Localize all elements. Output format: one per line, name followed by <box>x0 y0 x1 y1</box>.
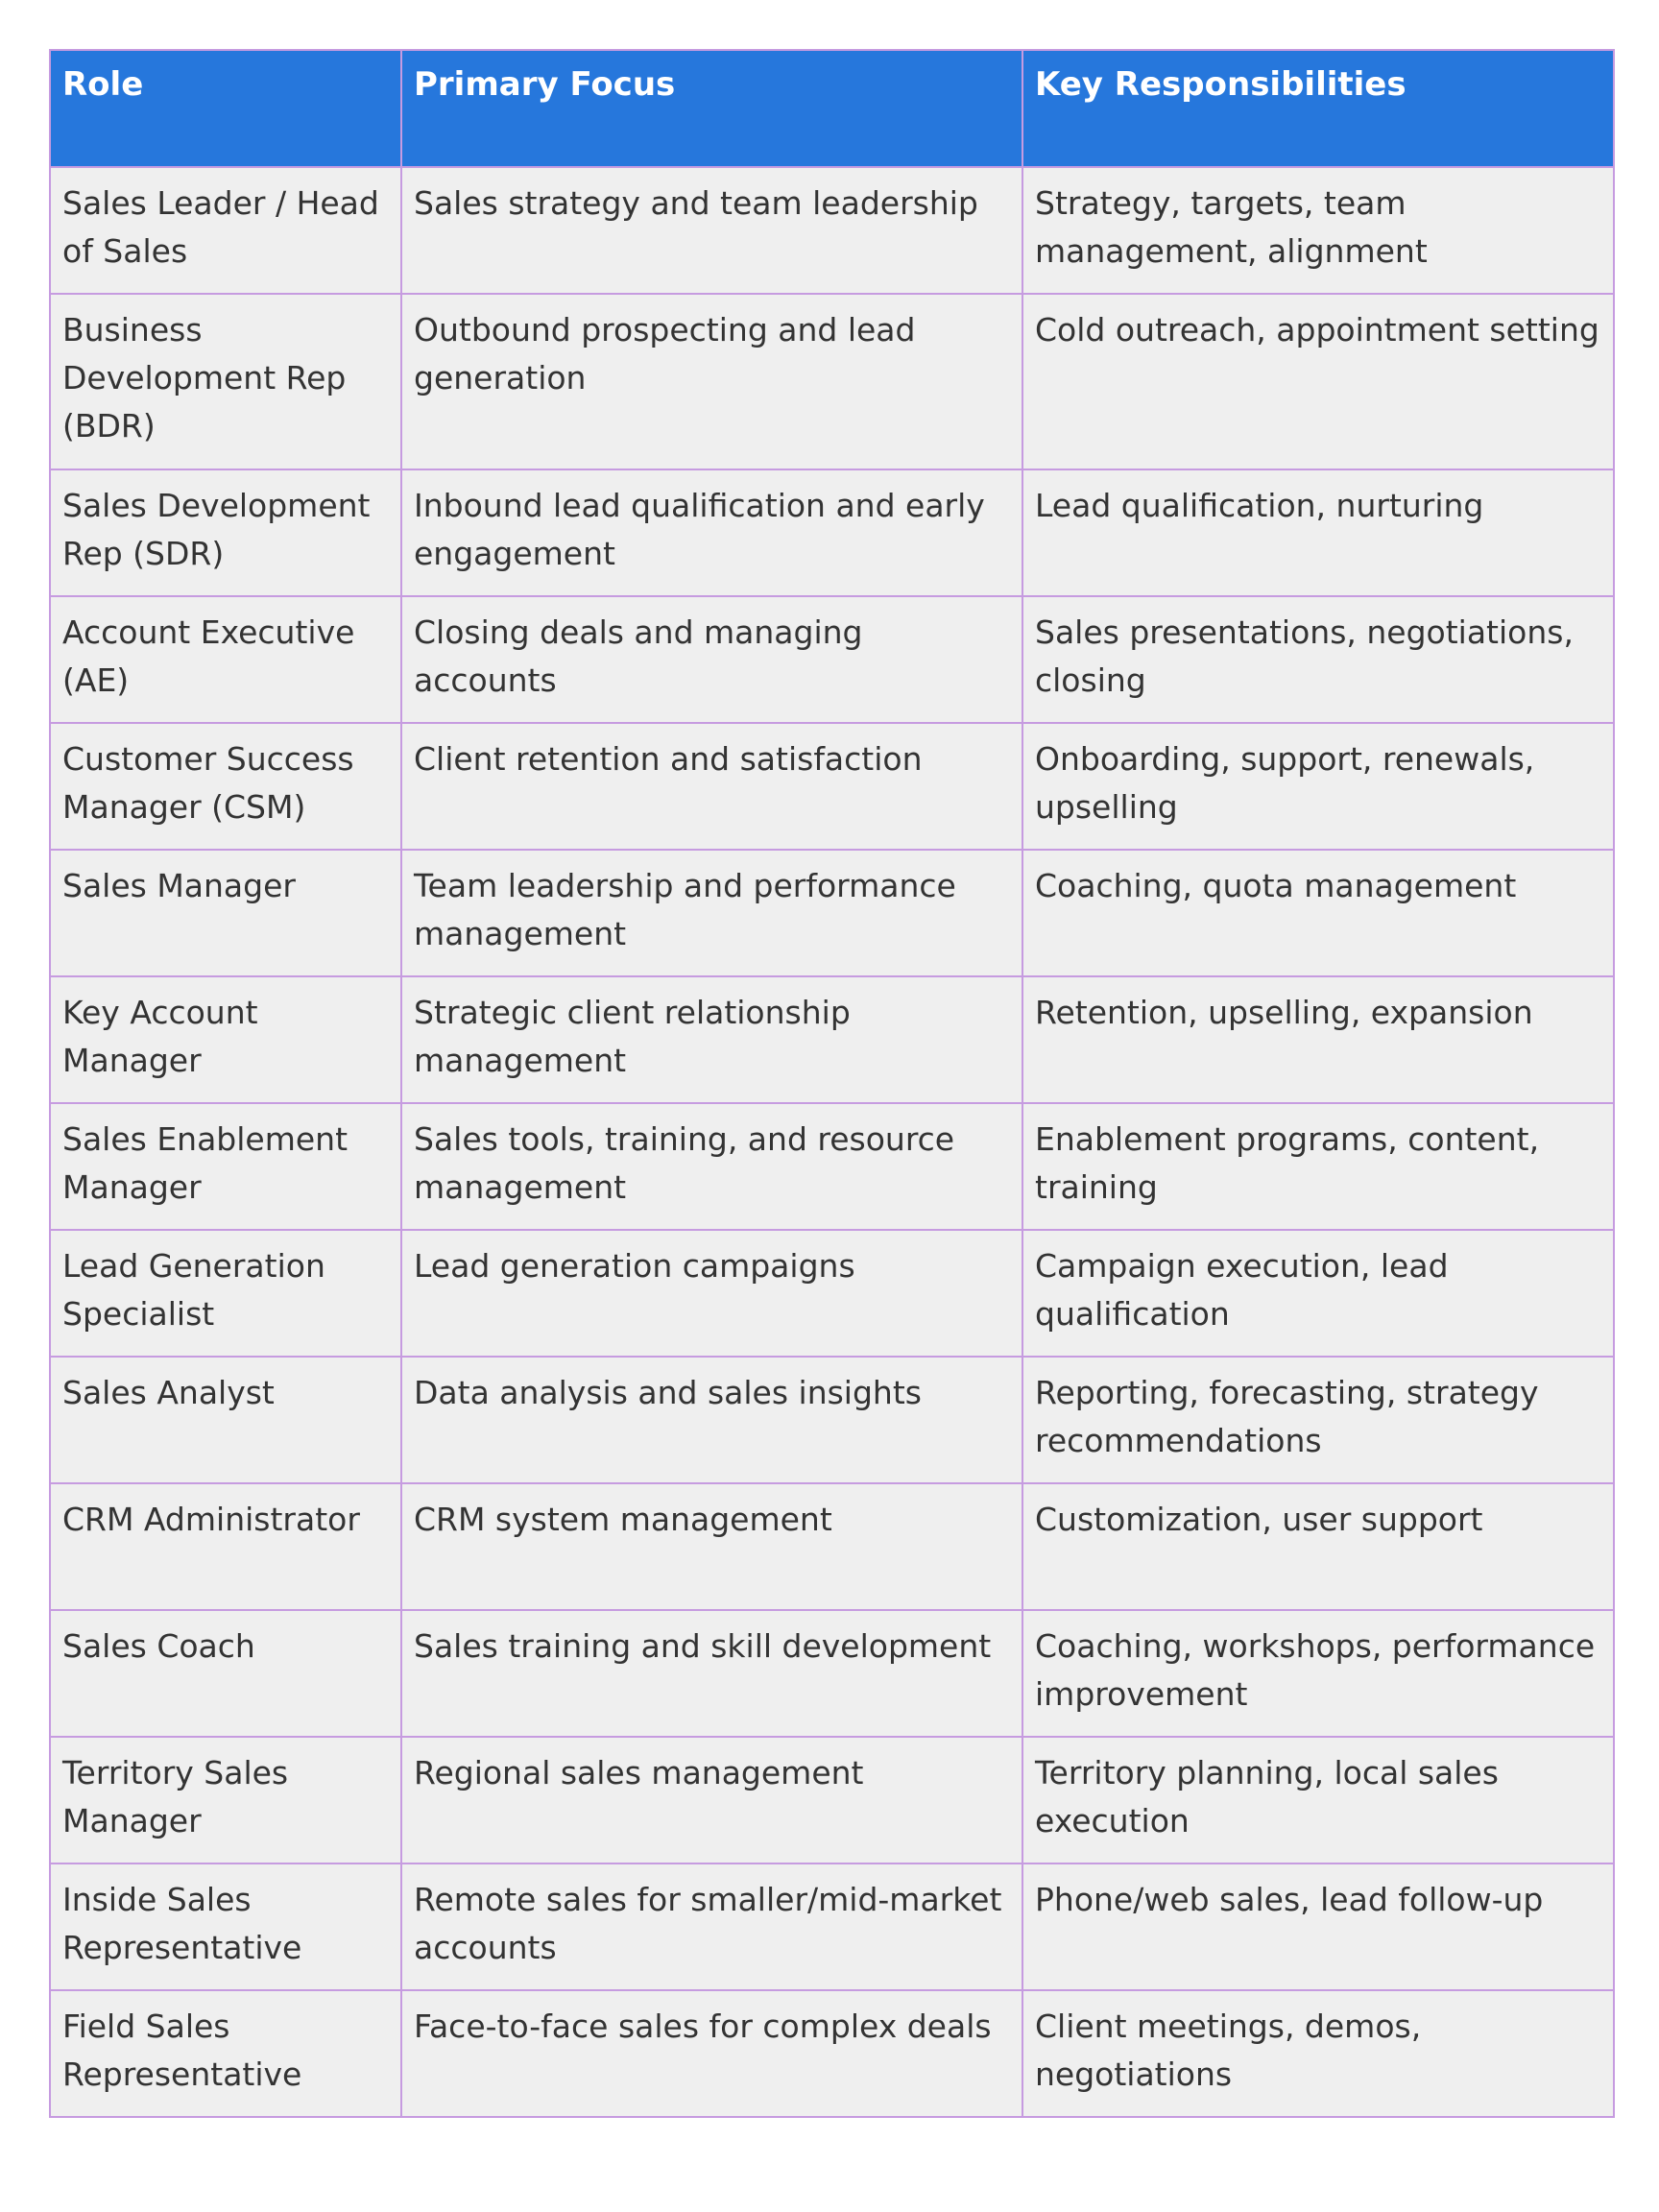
cell-focus: Closing deals and managing accounts <box>401 596 1022 723</box>
cell-responsibilities: Customization, user support <box>1022 1483 1614 1610</box>
cell-role: CRM Administrator <box>50 1483 401 1610</box>
cell-responsibilities: Reporting, forecasting, strategy recommendations <box>1022 1357 1614 1483</box>
cell-focus: Face-to-face sales for complex deals <box>401 1990 1022 2117</box>
cell-responsibilities: Coaching, workshops, performance improvement <box>1022 1610 1614 1737</box>
cell-role: Field Sales Representative <box>50 1990 401 2117</box>
cell-role: Territory Sales Manager <box>50 1737 401 1863</box>
table-row <box>50 723 1614 850</box>
table-header-row <box>50 50 1614 167</box>
table-row <box>50 1357 1614 1483</box>
cell-focus: Sales training and skill development <box>401 1610 1022 1737</box>
cell-focus: Inbound lead qualification and early engagement <box>401 469 1022 596</box>
table-row <box>50 1230 1614 1357</box>
cell-responsibilities: Onboarding, support, renewals, upselling <box>1022 723 1614 850</box>
cell-focus: Client retention and satisfaction <box>401 723 1022 850</box>
cell-responsibilities: Phone/web sales, lead follow-up <box>1022 1863 1614 1990</box>
cell-responsibilities: Strategy, targets, team management, alignment <box>1022 167 1614 294</box>
cell-responsibilities: Territory planning, local sales execution <box>1022 1737 1614 1863</box>
cell-role: Sales Manager <box>50 850 401 976</box>
table-row <box>50 294 1614 469</box>
cell-responsibilities: Lead qualification, nurturing <box>1022 469 1614 596</box>
cell-role: Account Executive (AE) <box>50 596 401 723</box>
cell-role: Sales Development Rep (SDR) <box>50 469 401 596</box>
cell-responsibilities: Coaching, quota management <box>1022 850 1614 976</box>
sales-roles-table <box>49 49 1615 2118</box>
cell-focus: Lead generation campaigns <box>401 1230 1022 1357</box>
cell-role: Sales Leader / Head of Sales <box>50 167 401 294</box>
table-row <box>50 469 1614 596</box>
table-row <box>50 1737 1614 1863</box>
cell-role: Sales Analyst <box>50 1357 401 1483</box>
cell-role: Sales Enablement Manager <box>50 1103 401 1230</box>
header-role: Role <box>50 50 401 167</box>
table-row <box>50 1863 1614 1990</box>
table-row <box>50 596 1614 723</box>
cell-focus: Strategic client relationship management <box>401 976 1022 1103</box>
cell-responsibilities: Retention, upselling, expansion <box>1022 976 1614 1103</box>
cell-role: Lead Generation Specialist <box>50 1230 401 1357</box>
cell-responsibilities: Cold outreach, appointment setting <box>1022 294 1614 469</box>
cell-focus: Sales strategy and team leadership <box>401 167 1022 294</box>
cell-focus: Regional sales management <box>401 1737 1022 1863</box>
cell-role: Sales Coach <box>50 1610 401 1737</box>
cell-focus: Remote sales for smaller/mid-market accounts <box>401 1863 1022 1990</box>
cell-focus: CRM system management <box>401 1483 1022 1610</box>
cell-role: Key Account Manager <box>50 976 401 1103</box>
cell-focus: Sales tools, training, and resource management <box>401 1103 1022 1230</box>
cell-responsibilities: Client meetings, demos, negotiations <box>1022 1990 1614 2117</box>
table-row <box>50 850 1614 976</box>
cell-responsibilities: Enablement programs, content, training <box>1022 1103 1614 1230</box>
cell-responsibilities: Sales presentations, negotiations, closing <box>1022 596 1614 723</box>
cell-focus: Team leadership and performance management <box>401 850 1022 976</box>
cell-role: Business Development Rep (BDR) <box>50 294 401 469</box>
table-row <box>50 1610 1614 1737</box>
cell-focus: Outbound prospecting and lead generation <box>401 294 1022 469</box>
cell-responsibilities: Campaign execution, lead qualification <box>1022 1230 1614 1357</box>
cell-role: Customer Success Manager (CSM) <box>50 723 401 850</box>
table-row <box>50 1483 1614 1610</box>
header-primary-focus: Primary Focus <box>401 50 1022 167</box>
table-row <box>50 1990 1614 2117</box>
table-row <box>50 1103 1614 1230</box>
header-key-responsibilities: Key Responsibilities <box>1022 50 1614 167</box>
cell-role: Inside Sales Representative <box>50 1863 401 1990</box>
table-row <box>50 167 1614 294</box>
table-row <box>50 976 1614 1103</box>
cell-focus: Data analysis and sales insights <box>401 1357 1022 1483</box>
